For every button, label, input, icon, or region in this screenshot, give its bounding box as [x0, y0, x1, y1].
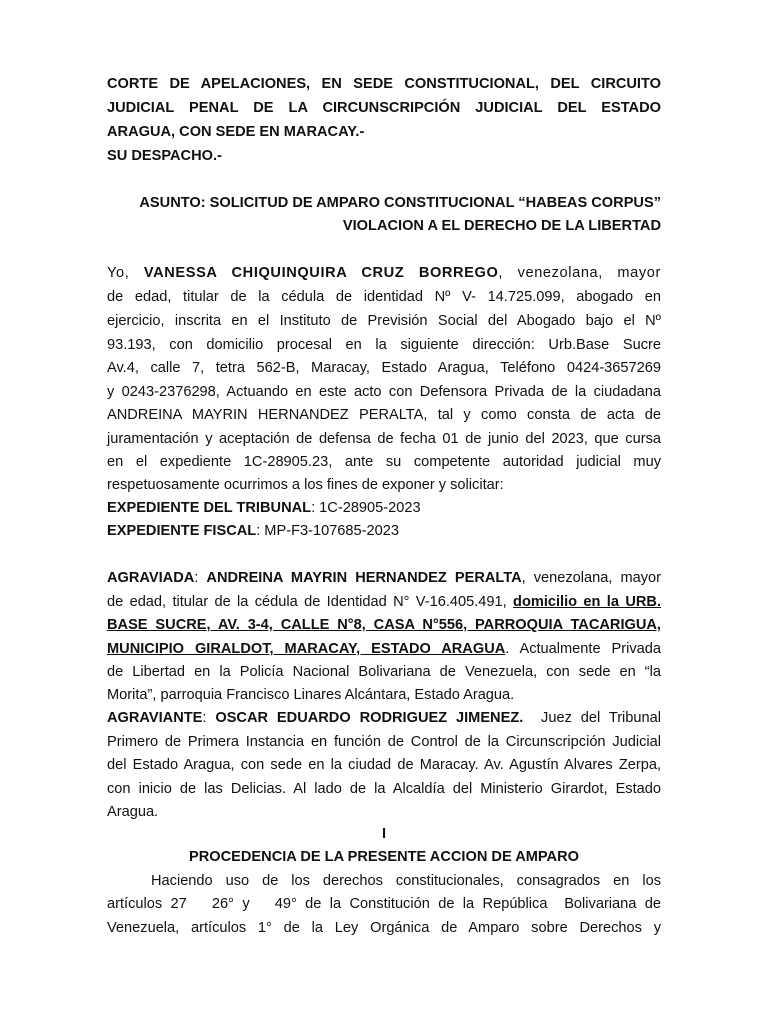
agraviada-line-6: Morita”, parroquia Francisco Linares Alcántara, Estado Aragua. [107, 687, 515, 703]
section-number: I [381, 826, 387, 842]
section-line-3: Venezuela, artículos 1° de la Ley Orgánica de Amparo sobre Derechos y [107, 920, 661, 936]
intro-line-8: juramentación y aceptación de defensa de fecha 01 de junio del 2023, que cursa [107, 431, 661, 447]
agraviada-line-5: de Libertad en la Policía Nacional Bolivariana de Venezuela, con sede en “la [107, 664, 661, 680]
lawyer-name: VANESSA CHIQUINQUIRA CRUZ BORREGO [143, 265, 499, 281]
agraviante-line-1: AGRAVIANTE: OSCAR EDUARDO RODRIGUEZ JIMENEZ. Juez del Tribunal [107, 710, 662, 726]
intro-line-4: 93.193, con domicilio procesal en la siguiente dirección: Urb.Base Sucre [107, 337, 661, 353]
agraviada-line-1: AGRAVIADA: ANDREINA MAYRIN HERNANDEZ PERALTA, venezolana, mayor [107, 570, 662, 586]
intro-line-2: de edad, titular de la cédula de identidad Nº V- 14.725.099, abogado en [107, 289, 661, 305]
subject-line-1: ASUNTO: SOLICITUD DE AMPARO CONSTITUCIONAL “HABEAS CORPUS” [139, 195, 661, 211]
court-header-line-3: ARAGUA, CON SEDE EN MARACAY.- [107, 124, 365, 140]
subject-line-2: VIOLACION A EL DERECHO DE LA LIBERTAD [342, 218, 661, 234]
intro-line-5: Av.4, calle 7, tetra 562-B, Maracay, Estado Aragua, Teléfono 0424-3657269 [107, 360, 661, 376]
intro-line-3: ejercicio, inscrita en el Instituto de Previsión Social del Abogado bajo el Nº [107, 313, 661, 329]
intro-line-1: Yo, VANESSA CHIQUINQUIRA CRUZ BORREGO, venezolana, mayor [107, 265, 661, 281]
court-header-line-2: JUDICIAL PENAL DE LA CIRCUNSCRIPCIÓN JUDICIAL DEL ESTADO [107, 100, 661, 116]
intro-line-7: ANDREINA MAYRIN HERNANDEZ PERALTA, tal y como consta de acta de [107, 407, 661, 423]
section-line-1: Haciendo uso de los derechos constitucionales, consagrados en los [151, 873, 661, 889]
agraviante-line-5: Aragua. [107, 804, 159, 820]
agraviante-line-4: con inicio de las Delicias. Al lado de la Alcaldía del Ministerio Girardot, Estado [107, 781, 661, 797]
intro-line-10: respetuosamente ocurrimos a los fines de exponer y solicitar: [107, 477, 504, 493]
court-header-line-1: CORTE DE APELACIONES, EN SEDE CONSTITUCIONAL, DEL CIRCUITO [107, 76, 661, 92]
expediente-fiscal: EXPEDIENTE FISCAL: MP-F3-107685-2023 [107, 523, 399, 539]
despacho-line: SU DESPACHO.- [107, 148, 222, 164]
section-line-2: artículos 27 26° y 49° de la Constitución de la República Bolivariana de [107, 896, 661, 912]
expediente-tribunal: EXPEDIENTE DEL TRIBUNAL: 1C-28905-2023 [107, 500, 421, 516]
agraviada-line-3: BASE SUCRE, AV. 3-4, CALLE N°8, CASA N°556, PARROQUIA TACARIGUA, [107, 617, 661, 633]
agraviada-line-4: MUNICIPIO GIRALDOT, MARACAY, ESTADO ARAGUA. Actualmente Privada [107, 641, 661, 657]
agraviante-line-3: del Estado Aragua, con sede en la ciudad de Maracay. Av. Agustín Alvares Zerpa, [107, 757, 661, 773]
intro-line-6: y 0243-2376298, Actuando en este acto con Defensora Privada de la ciudadana [107, 384, 661, 400]
intro-line-9: en el expediente 1C-28905.23, ante su competente autoridad judicial muy [107, 454, 661, 470]
agraviada-line-2: de edad, titular de la cédula de Identidad N° V-16.405.491, domicilio en la URB. [107, 594, 661, 610]
section-title: PROCEDENCIA DE LA PRESENTE ACCION DE AMPARO [188, 849, 579, 865]
agraviante-line-2: Primero de Primera Instancia en función de Control de la Circunscripción Judicial [107, 734, 661, 750]
